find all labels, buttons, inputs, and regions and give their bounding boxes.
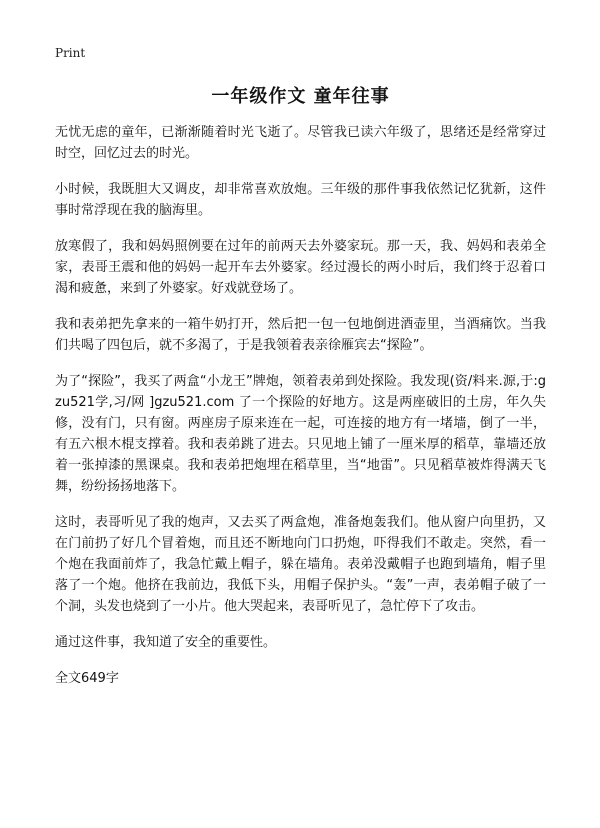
paragraph-5: 为了“探险”，我买了两盒“小龙王”牌炮，领着表弟到处探险。我发现(资/料来.源,于:gzu521学,习/网 ]gzu521.com 了一个探险的好地方。这是两座破旧的土房，年久失修，没有门，只有窗。两座房子原来连在一起，可连接的地方有一堵墙，倒了一半，有五六根木棍支撑着。我和表弟跳了进去。只见地上铺了一厘米厚的稻草，靠墙还放着一张掉漆的黑课桌。我和表弟把炮埋在稻草里，当“地雷”。只见稻草被炸得满天飞舞，纷纷扬扬地落下。 xyxy=(55,374,546,494)
paragraph-4: 我和表弟把先拿来的一箱牛奶打开，然后把一包一包地倒进酒壶里，当酒痛饮。当我们共喝了四包后，就不多渴了，于是我领着表亲徐雁宾去“探险”。 xyxy=(55,317,546,353)
page-title: 一年级作文 童年往事 xyxy=(211,86,390,107)
word-count: 全文649字 xyxy=(55,671,119,686)
paragraph-7: 通过这件事，我知道了安全的重要性。 xyxy=(55,635,277,650)
paragraph-3: 放寒假了，我和妈妈照例要在过年的前两天去外婆家玩。那一天，我、妈妈和表弟全家，表哥王震和他的妈妈一起开车去外婆家。经过漫长的两小时后，我们终于忍着口渴和疲惫，来到了外婆家。好戏就登场了。 xyxy=(55,239,546,296)
print-link[interactable]: Print xyxy=(55,46,86,60)
paragraph-2: 小时候，我既胆大又调皮，却非常喜欢放炮。三年级的那件事我依然记忆犹新，这件事时常浮现在我的脑海里。 xyxy=(55,182,546,218)
paragraph-6: 这时，表哥听见了我的炮声，又去买了两盒炮，准备炮轰我们。他从窗户向里扔，又在门前扔了好几个冒着炮，而且还不断地向门口扔炮，吓得我们不敢走。突然，看一个炮在我面前炸了，我急忙戴上帽子，躲在墙角。表弟没戴帽子也跑到墙角，帽子里落了一个炮。他挤在我前边，我低下头，用帽子保护头。“轰”一声，表弟帽子破了一个洞，头发也烧到了一小片。他大哭起来，表哥听见了，急忙停下了攻击。 xyxy=(55,515,546,614)
article-body xyxy=(55,122,546,689)
paragraph-1: 无忧无虑的童年，已渐渐随着时光飞逝了。尽管我已读六年级了，思绪还是经常穿过时空，回忆过去的时光。 xyxy=(55,125,546,161)
